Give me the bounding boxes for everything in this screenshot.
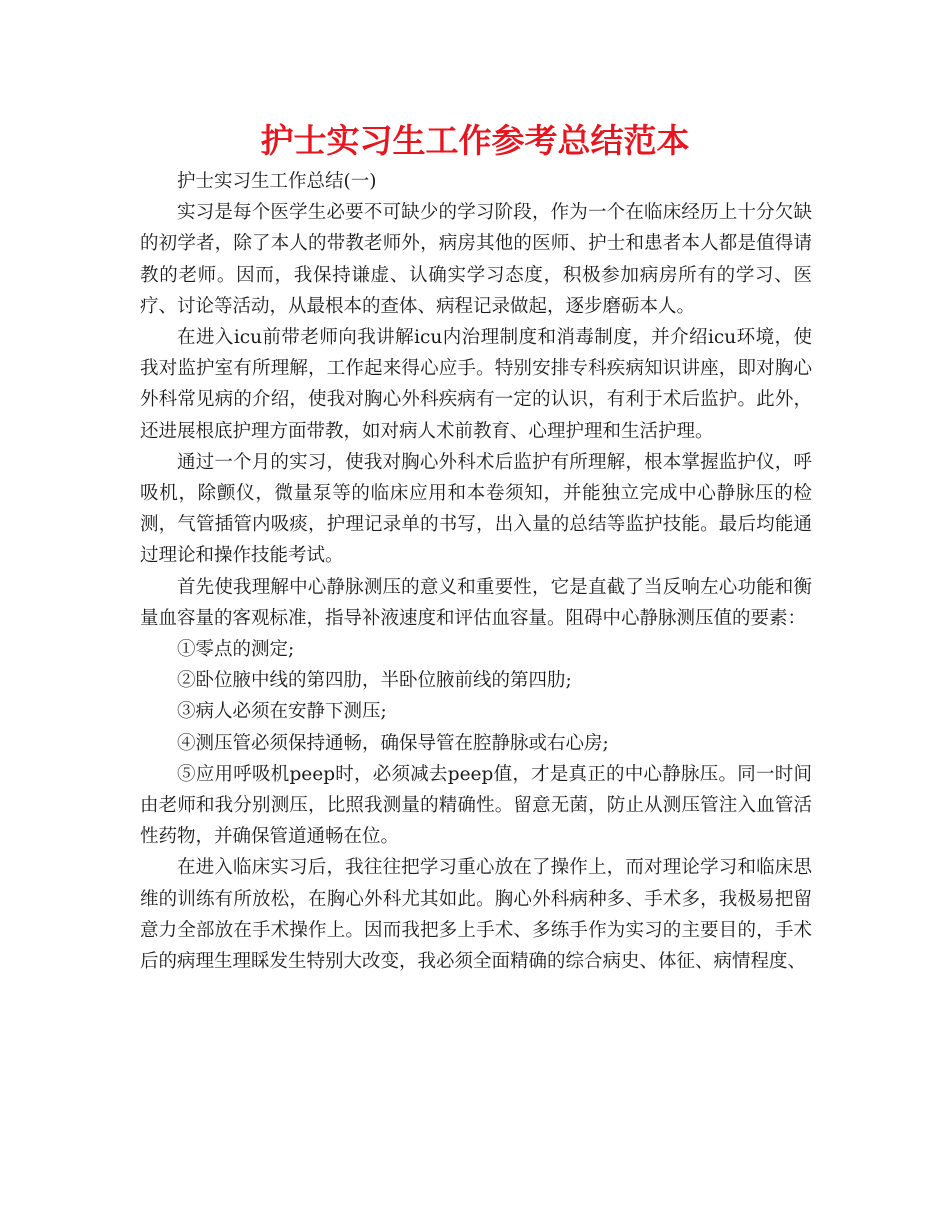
paragraph: 通过一个月的实习，使我对胸心外科术后监护有所理解，根本掌握监护仪，呼吸机，除颤仪，微量泵等的临床应用和本卷须知，并能独立完成中心静脉压的检测，气管插管内吸痰，护理记录单的书写，出入量的总结等监护技能。最后均能通过理论和操作技能考试。 (140, 451, 812, 567)
document-body (140, 166, 812, 977)
list-item: ①零点的测定; (177, 639, 295, 661)
list-item: ②卧位腋中线的第四肋，半卧位腋前线的第四肋; (177, 670, 572, 692)
list-item: ③病人必须在安静下测压; (177, 701, 387, 723)
document-title: 护士实习生工作参考总结范本 (260, 121, 690, 160)
section-heading: 护士实习生工作总结(一) (177, 171, 377, 192)
paragraph: 在进入icu前带老师向我讲解icu内治理制度和消毒制度，并介绍icu环境，使我对监护室有所理解，工作起来得心应手。特别安排专科疾病知识讲座，即对胸心外科常见病的介绍，使我对胸心外科疾病有一定的认识，有利于术后监护。此外，还进展根底护理方面带教，如对病人术前教育、心理护理和生活护理。 (140, 327, 812, 442)
paragraph: 实习是每个医学生必要不可缺少的学习阶段，作为一个在临床经历上十分欠缺的初学者，除了本人的带教老师外，病房其他的医师、护士和患者本人都是值得请教的老师。因而，我保持谦虚、认确实学习态度，积极参加病房所有的学习、医疗、讨论等活动，从最根本的查体、病程记录做起，逐步磨砺本人。 (140, 202, 812, 317)
list-item: ④测压管必须保持通畅，确保导管在腔静脉或右心房; (177, 732, 609, 754)
paragraph: 首先使我理解中心静脉测压的意义和重要性，它是直截了当反响左心功能和衡量血容量的客观标准，指导补液速度和评估血容量。阻碍中心静脉测压值的要素： (140, 576, 812, 629)
list-item: ⑤应用呼吸机peep时，必须减去peep值，才是真正的中心静脉压。同一时间由老师和我分别测压，比照我测量的精确性。留意无菌，防止从测压管注入血管活性药物，并确保管道通畅在位。 (140, 763, 812, 848)
paragraph: 在进入临床实习后，我往往把学习重心放在了操作上，而对理论学习和临床思维的训练有所放松，在胸心外科尤其如此。胸心外科病种多、手术多，我极易把留意力全部放在手术操作上。因而我把多上手术、多练手作为实习的主要目的，手术后的病理生理睬发生特别大改变，我必须全面精确的综合病史、体征、病情程度、 (140, 857, 812, 973)
